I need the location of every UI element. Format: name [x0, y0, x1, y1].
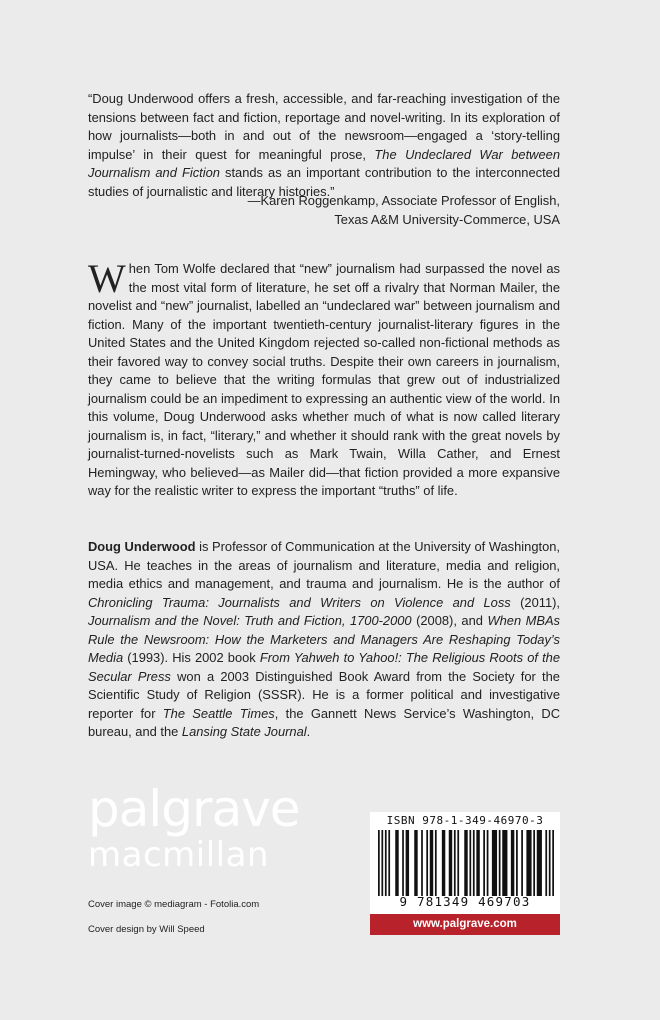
praise-quote-part: stands as an important contribution to the interconnected studies of journalistic and literary histories.” [88, 165, 560, 199]
bio-text: (2011), [510, 594, 560, 610]
barcode-bar [381, 830, 383, 896]
bio-text: (2008), and [411, 613, 488, 628]
barcode-bar [426, 830, 428, 896]
barcode-bar [430, 830, 433, 896]
barcode-bar [526, 830, 531, 896]
barcode-bar [537, 830, 542, 896]
publisher-url: www.palgrave.com [370, 914, 560, 935]
barcode-bar [442, 830, 445, 896]
barcode-bar [378, 830, 380, 896]
attribution-affiliation: Texas A&M University-Commerce, USA [334, 211, 560, 227]
barcode-bar [454, 830, 456, 896]
barcode-bar [533, 830, 535, 896]
description-text: hen Tom Wolfe declared that “new” journalism had surpassed the novel as the most vital form of literature, he set off a rivalry that Norman Mailer, the novelist and “new” journalist, labelled an “undeclared war” between journalism and fiction. Many of the important twentieth-century journalist-literary figures in the United States and the United Kingdom rejected so-called non-fictional methods as their favored way to convey social truths. Despite their own careers in journalism, they came to believe that the writing formulas that grew out of industrialized journalism could be an impediment to expressing an authentic view of the world. In this volume, Doug Underwood asks whether much of what is now called literary journalism is, in fact, “literary,” and whether it should rank with the great novels by journalist-turned-novelists such as Mark Twain, Willa Cather, and Ernest Hemingway, who believed—as Mailer did—that fiction provided a more expansive way for the realistic writer to express the important “truths” of life. [88, 261, 560, 498]
barcode-bar [476, 830, 479, 896]
cover-design-credit: Cover design by Will Speed [88, 924, 205, 935]
bio-text: (1993). His 2002 book [123, 650, 260, 665]
barcode-bar [549, 830, 551, 896]
barcode-bar [421, 830, 423, 896]
publisher-logo [88, 780, 300, 875]
author-bio [88, 538, 560, 742]
bio-publication-title: Lansing State Journal [181, 724, 307, 739]
barcode-bar [521, 830, 523, 896]
barcode-bar [499, 830, 501, 896]
barcode-bar [545, 830, 547, 896]
praise-quote-part: “Doug Underwood offers a fresh, accessible, and far-reaching investigation of the tensions between fact and fiction, reportage and novel-writing. In its exploration of how journalists—both in and out of the newsroom—engaged a ‘story-telling impulse’ in their quest for meaningful prose, [88, 91, 560, 162]
barcode-bars [378, 830, 554, 896]
barcode-bar [449, 830, 452, 896]
book-description [88, 256, 560, 501]
barcode-bar [388, 830, 390, 896]
bio-publication-title: The Seattle Times [162, 705, 275, 721]
drop-cap: W [88, 256, 126, 301]
logo-line-macmillan: macmillan [88, 835, 269, 875]
barcode-digits: 9 781349 469703 [399, 894, 531, 909]
barcode-bar [483, 830, 485, 896]
barcode-bar [414, 830, 417, 896]
bio-book-title: When MBAs Rule the Newsroom: How the Marketers and Managers Are Reshaping Today’s Media [88, 613, 560, 665]
bio-book-title: Chronicling Trauma: Journalists and Writers on Violence and Loss [88, 594, 511, 610]
barcode-bar [385, 830, 387, 896]
barcode-bar [395, 830, 398, 896]
barcode-bar [487, 830, 489, 896]
barcode-bar [492, 830, 497, 896]
author-name: Doug Underwood [88, 539, 196, 554]
barcode-bar [464, 830, 467, 896]
barcode-bar [502, 830, 507, 896]
logo-line-palgrave: palgrave [88, 780, 300, 838]
bio-book-title: Journalism and the Novel: Truth and Fiction, 1700-2000 [88, 613, 412, 628]
barcode-bar [406, 830, 409, 896]
barcode-bar [469, 830, 471, 896]
cover-image-credit: Cover image © mediagram - Fotolia.com [88, 899, 260, 910]
bio-book-title: From Yahweh to Yahoo!: The Religious Roots of the Secular Press [88, 650, 560, 684]
barcode-bar [457, 830, 459, 896]
attribution-name: —Karen Roggenkamp, Associate Professor of English, [247, 193, 560, 208]
barcode-bar [516, 830, 518, 896]
bio-text: won a 2003 Distinguished Book Award from the Society for the Scientific Study of Religion (SSSR). He is a former political and investigative reporter for [88, 668, 560, 721]
bio-text: , the Gannett News Service’s Washington, DC bureau, and the [88, 705, 560, 739]
bio-text: is Professor of Communication at the University of Washington, USA. He teaches in the areas of journalism and literature, media and religion, media ethics and management, and trauma and journalism. He is the author of [88, 539, 560, 591]
barcode-bar [435, 830, 437, 896]
praise-quote [88, 90, 560, 201]
praise-attribution [88, 192, 560, 229]
isbn-barcode [370, 812, 560, 914]
barcode-bar [402, 830, 404, 896]
praise-book-title: The Undeclared War between Journalism and Fiction [88, 146, 560, 180]
bio-text: . [306, 724, 311, 739]
barcode-bar [511, 830, 514, 896]
barcode-bar [473, 830, 475, 896]
isbn-label: ISBN 978-1-349-46970-3 [386, 814, 544, 827]
barcode-bar [552, 830, 554, 896]
